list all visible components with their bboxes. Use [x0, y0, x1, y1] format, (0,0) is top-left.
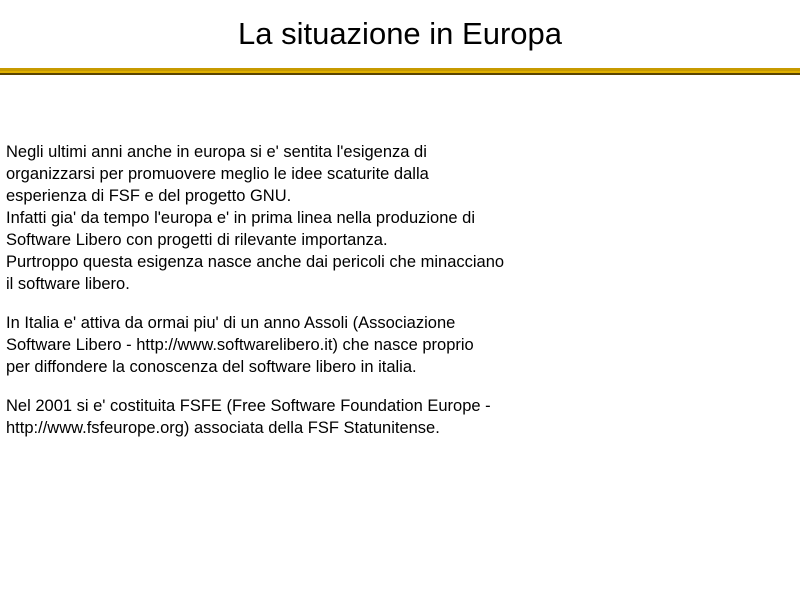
paragraph-italia — [6, 312, 596, 378]
text-line: organizzarsi per promuovere meglio le idee scaturite dalla — [6, 165, 429, 183]
text-line: Software Libero con progetti di rilevante importanza. — [6, 231, 388, 249]
text-line: Software Libero - http://www.softwarelibero.it) che nasce proprio — [6, 336, 474, 354]
slide-content — [6, 141, 596, 456]
text-line: Infatti gia' da tempo l'europa e' in prima linea nella produzione di — [6, 209, 475, 227]
paragraph-fsfe — [6, 395, 596, 439]
paragraph-europe — [6, 141, 596, 295]
text-line: esperienza di FSF e del progetto GNU. — [6, 187, 292, 205]
text-line: Purtroppo questa esigenza nasce anche dai pericoli che minacciano — [6, 253, 505, 271]
text-line: Nel 2001 si e' costituita FSFE (Free Software Foundation Europe - — [6, 397, 491, 415]
text-line: per diffondere la conoscenza del software libero in italia. — [6, 358, 417, 376]
text-line: il software libero. — [6, 275, 130, 293]
text-line: http://www.fsfeurope.org) associata della FSF Statunitense. — [6, 419, 440, 437]
text-line: Negli ultimi anni anche in europa si e' sentita l'esigenza di — [6, 143, 427, 161]
text-line: In Italia e' attiva da ormai piu' di un anno Assoli (Associazione — [6, 314, 456, 332]
slide-title: La situazione in Europa — [237, 16, 562, 51]
title-divider — [0, 68, 800, 75]
